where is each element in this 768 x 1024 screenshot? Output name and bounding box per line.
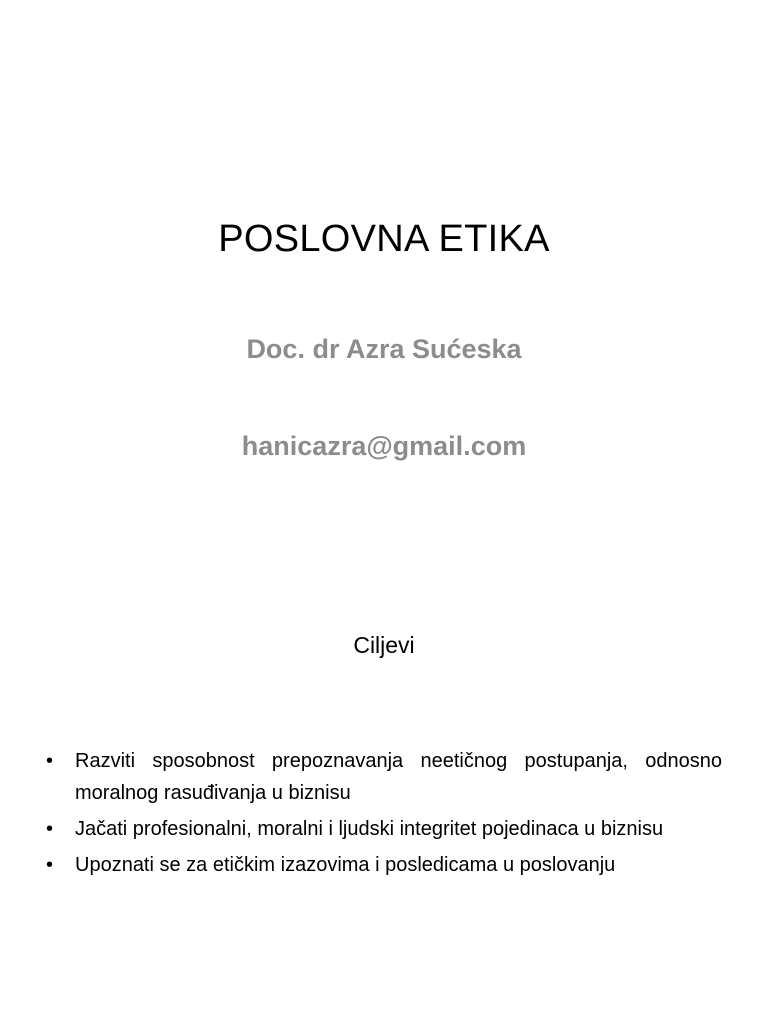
bullet-item (46, 849, 722, 881)
goals-heading: Ciljevi (353, 632, 415, 658)
bullet-text: Razviti sposobnost prepoznavanja neetičnog postupanja, odnosno moralnog rasuđivanja u biznisu (75, 750, 722, 804)
bullet-text: Jačati profesionalni, moralni i ljudski integritet pojedinaca u biznisu (75, 818, 664, 840)
goals-slide (0, 512, 768, 1024)
goals-bullet-list (46, 745, 722, 885)
bullet-icon: • (46, 854, 54, 876)
slide-title: POSLOVNA ETIKA (218, 218, 550, 260)
bullet-icon: • (46, 818, 54, 840)
bullet-icon: • (46, 750, 54, 772)
bullet-item (46, 745, 722, 809)
author-name: Doc. dr Azra Sućeska (246, 334, 522, 364)
author-email: hanicazra@gmail.com (241, 431, 527, 461)
bullet-text: Upoznati se za etičkim izazovima i posledicama u poslovanju (75, 854, 616, 876)
bullet-item (46, 813, 722, 845)
